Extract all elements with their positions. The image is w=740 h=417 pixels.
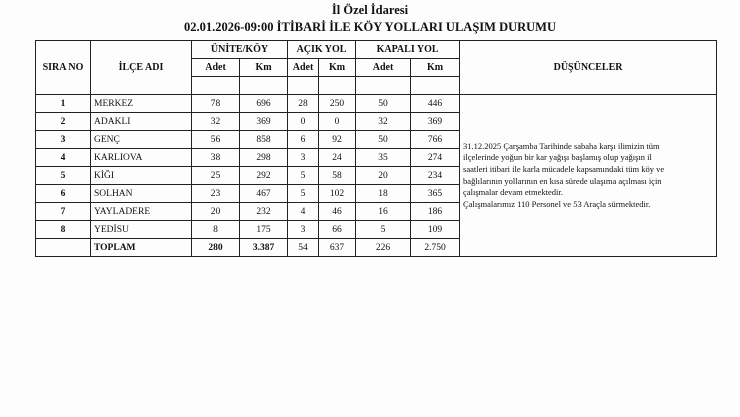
row-acik-adet: 0 [288, 113, 319, 131]
row-unite-km: 232 [240, 203, 288, 221]
row-unite-adet: 8 [192, 221, 240, 239]
row-acik-km: 24 [319, 149, 356, 167]
row-acik-km: 250 [319, 95, 356, 113]
row-ilce: ADAKLI [91, 113, 192, 131]
row-unite-adet: 20 [192, 203, 240, 221]
row-unite-km: 369 [240, 113, 288, 131]
row-kapali-km: 234 [411, 167, 460, 185]
row-no: 7 [36, 203, 91, 221]
total-label: TOPLAM [91, 239, 192, 257]
row-ilce: YEDİSU [91, 221, 192, 239]
header-acik-yol: AÇIK YOL [288, 41, 356, 59]
header-unite-adet: Adet [192, 59, 240, 77]
row-kapali-km: 365 [411, 185, 460, 203]
row-kapali-km: 274 [411, 149, 460, 167]
row-acik-adet: 5 [288, 167, 319, 185]
total-unite-adet: 280 [192, 239, 240, 257]
total-no-cell [36, 239, 91, 257]
header-kapali-adet: Adet [356, 59, 411, 77]
note-line: çalışmalar devam etmektedir. [463, 187, 563, 198]
row-acik-km: 92 [319, 131, 356, 149]
row-kapali-adet: 32 [356, 113, 411, 131]
row-acik-adet: 4 [288, 203, 319, 221]
row-unite-km: 292 [240, 167, 288, 185]
row-no: 4 [36, 149, 91, 167]
row-ilce: KİĞI [91, 167, 192, 185]
note-line: ilçelerinde yoğun bir kar yağışı başlamış olup yağışın il [463, 152, 652, 163]
note-line: saatleri itibari ile karla mücadele kapsamındaki tüm köy ve [463, 163, 665, 174]
row-kapali-adet: 50 [356, 131, 411, 149]
row-unite-km: 858 [240, 131, 288, 149]
note-line: Çalışmalarımız 110 Personel ve 53 Araçla sürmektedir. [463, 198, 651, 209]
row-no: 5 [36, 167, 91, 185]
total-acik-km: 637 [319, 239, 356, 257]
row-unite-adet: 25 [192, 167, 240, 185]
road-status-table [35, 40, 717, 257]
header-ilce-adi: İLÇE ADI [91, 41, 192, 95]
row-kapali-adet: 50 [356, 95, 411, 113]
row-kapali-adet: 16 [356, 203, 411, 221]
row-acik-adet: 3 [288, 149, 319, 167]
total-kapali-adet: 226 [356, 239, 411, 257]
row-unite-adet: 78 [192, 95, 240, 113]
row-kapali-km: 186 [411, 203, 460, 221]
row-ilce: SOLHAN [91, 185, 192, 203]
row-unite-km: 298 [240, 149, 288, 167]
row-ilce: YAYLADERE [91, 203, 192, 221]
row-unite-adet: 32 [192, 113, 240, 131]
row-acik-km: 0 [319, 113, 356, 131]
row-kapali-km: 109 [411, 221, 460, 239]
total-kapali-km: 2.750 [411, 239, 460, 257]
row-kapali-km: 369 [411, 113, 460, 131]
row-unite-adet: 38 [192, 149, 240, 167]
notes-cell [460, 95, 717, 257]
row-ilce: GENÇ [91, 131, 192, 149]
row-unite-adet: 56 [192, 131, 240, 149]
table-row [36, 95, 717, 113]
row-acik-km: 46 [319, 203, 356, 221]
row-no: 8 [36, 221, 91, 239]
header-unite-km: Km [240, 59, 288, 77]
header-kapali-yol: KAPALI YOL [356, 41, 460, 59]
row-unite-km: 175 [240, 221, 288, 239]
row-kapali-km: 766 [411, 131, 460, 149]
note-line: bağlılarının yollarının en kısa sürede ulaşıma açılması için [463, 175, 662, 186]
row-acik-adet: 5 [288, 185, 319, 203]
row-ilce: MERKEZ [91, 95, 192, 113]
row-no: 6 [36, 185, 91, 203]
row-unite-km: 467 [240, 185, 288, 203]
row-acik-adet: 3 [288, 221, 319, 239]
row-kapali-adet: 5 [356, 221, 411, 239]
document-subtitle: 02.01.2026-09:00 İTİBARİ İLE KÖY YOLLARI ULAŞIM DURUMU [183, 20, 556, 34]
header-acik-km: Km [319, 59, 356, 77]
row-kapali-adet: 35 [356, 149, 411, 167]
row-kapali-km: 446 [411, 95, 460, 113]
row-kapali-adet: 20 [356, 167, 411, 185]
header-acik-adet: Adet [288, 59, 319, 77]
row-unite-adet: 23 [192, 185, 240, 203]
row-no: 3 [36, 131, 91, 149]
row-acik-adet: 6 [288, 131, 319, 149]
row-no: 2 [36, 113, 91, 131]
row-kapali-adet: 18 [356, 185, 411, 203]
total-unite-km: 3.387 [240, 239, 288, 257]
row-acik-km: 58 [319, 167, 356, 185]
row-no: 1 [36, 95, 91, 113]
header-dusunceler: DÜŞÜNCELER [460, 41, 717, 95]
row-unite-km: 696 [240, 95, 288, 113]
header-kapali-km: Km [411, 59, 460, 77]
document-title: İl Özel İdaresi [331, 3, 409, 17]
header-unite-koy: ÜNİTE/KÖY [192, 41, 288, 59]
row-acik-adet: 28 [288, 95, 319, 113]
row-acik-km: 66 [319, 221, 356, 239]
header-sira-no: SIRA NO [36, 41, 91, 95]
note-line: 31.12.2025 Çarşamba Tarihinde sabaha karşı ilimizin tüm [463, 140, 660, 151]
row-acik-km: 102 [319, 185, 356, 203]
row-ilce: KARLIOVA [91, 149, 192, 167]
total-acik-adet: 54 [288, 239, 319, 257]
